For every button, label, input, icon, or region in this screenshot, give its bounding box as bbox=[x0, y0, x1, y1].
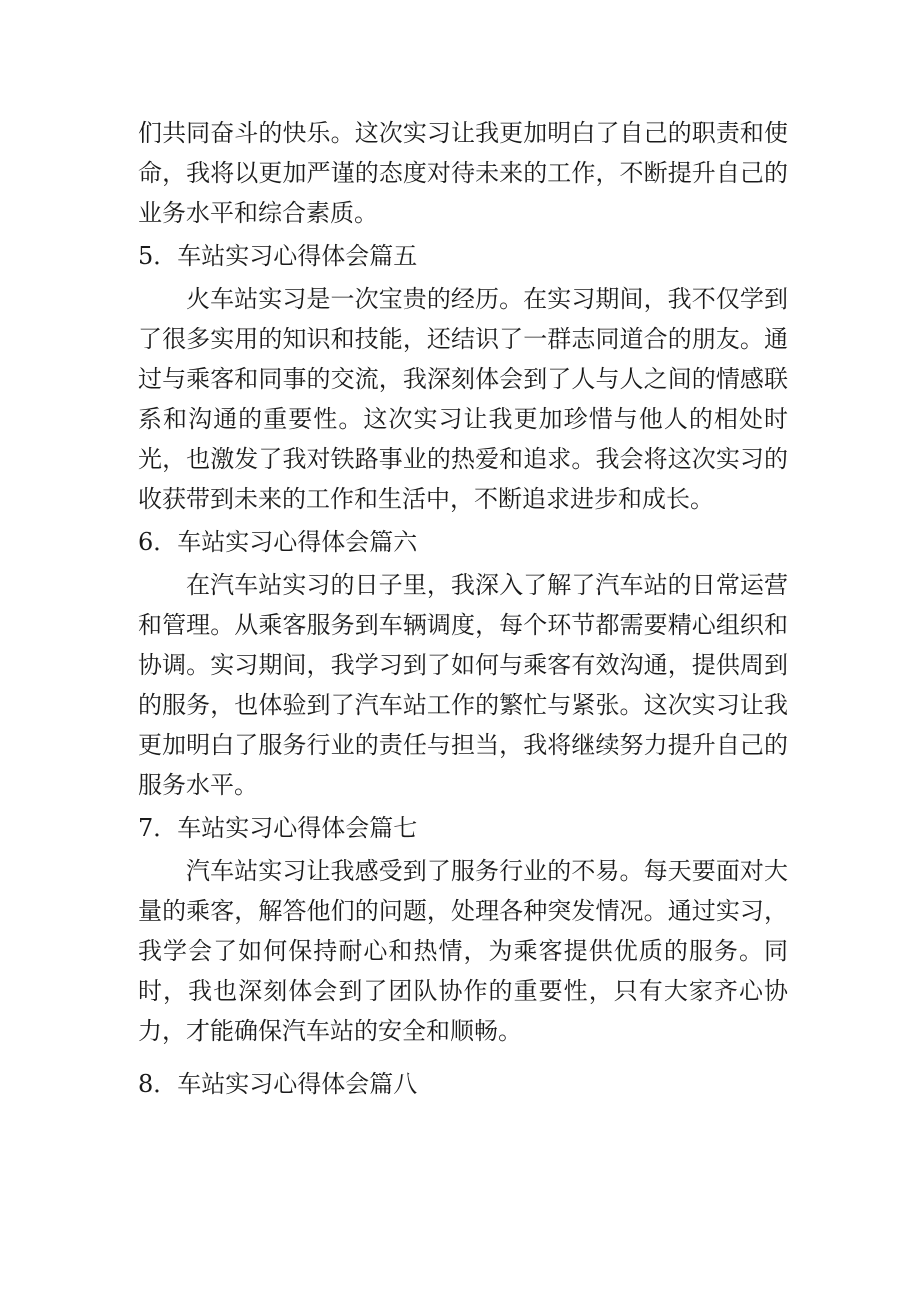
section-heading-7: 7．车站实习心得体会篇七 bbox=[138, 814, 418, 842]
document-page bbox=[138, 113, 788, 1107]
section-heading-8: 8．车站实习心得体会篇八 bbox=[138, 1070, 418, 1098]
paragraph-section-6: 在汽车站实习的日子里，我深入了解了汽车站的日常运营和管理。从乘客服务到车辆调度，每个环节都需要精心组织和协调。实习期间，我学习到了如何与乘客有效沟通，提供周到的服务，也体验到了汽车站工作的繁忙与紧张。这次实习让我更加明白了服务行业的责任与担当，我将继续努力提升自己的服务水平。 bbox=[138, 571, 788, 799]
paragraph-section-7: 汽车站实习让我感受到了服务行业的不易。每天要面对大量的乘客，解答他们的问题，处理各种突发情况。通过实习，我学会了如何保持耐心和热情，为乘客提供优质的服务。同时，我也深刻体会到了团队协作的重要性，只有大家齐心协力，才能确保汽车站的安全和顺畅。 bbox=[138, 857, 788, 1045]
paragraph-section-5: 火车站实习是一次宝贵的经历。在实习期间，我不仅学到了很多实用的知识和技能，还结识了一群志同道合的朋友。通过与乘客和同事的交流，我深刻体会到了人与人之间的情感联系和沟通的重要性。这次实习让我更加珍惜与他人的相处时光，也激发了我对铁路事业的热爱和追求。我会将这次实习的收获带到未来的工作和生活中，不断追求进步和成长。 bbox=[138, 285, 788, 513]
section-heading-6: 6．车站实习心得体会篇六 bbox=[138, 528, 418, 556]
paragraph-continuation: 们共同奋斗的快乐。这次实习让我更加明白了自己的职责和使命，我将以更加严谨的态度对待未来的工作，不断提升自己的业务水平和综合素质。 bbox=[138, 119, 788, 227]
section-heading-5: 5．车站实习心得体会篇五 bbox=[138, 242, 418, 270]
